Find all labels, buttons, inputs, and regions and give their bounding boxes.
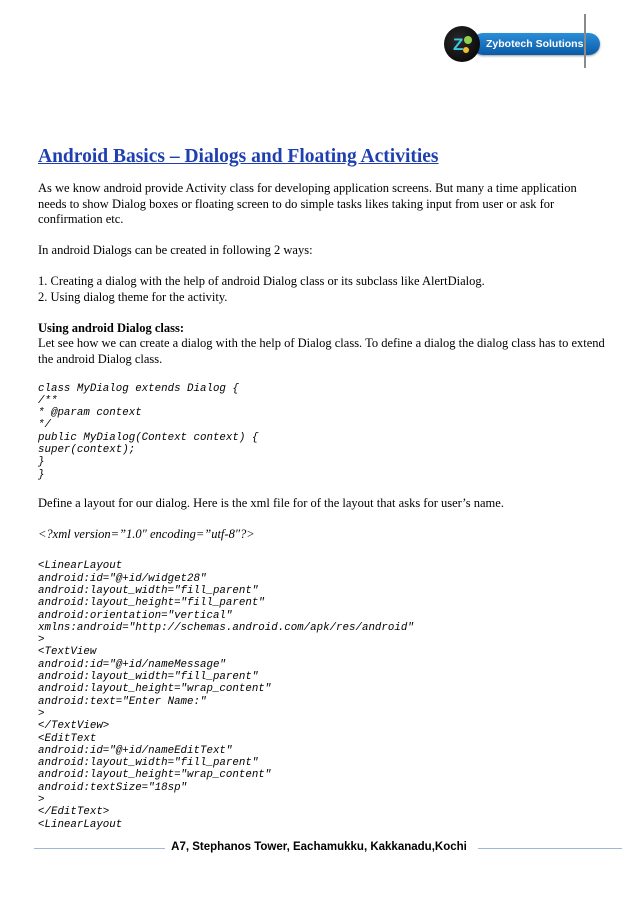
section-paragraph: Let see how we can create a dialog with the help of Dialog class. To define a dialog the dialog class has to extend the android Dialog class. <box>38 336 605 366</box>
logo-text: Zybotech Solutions <box>472 33 600 55</box>
header-divider <box>584 14 586 68</box>
list-item: 2. Using dialog theme for the activity. <box>38 289 228 304</box>
company-logo <box>444 24 600 64</box>
footer <box>0 841 638 853</box>
ways-paragraph: In android Dialogs can be created in following 2 ways: <box>38 243 313 257</box>
xml-declaration: <?xml version=”1.0″ encoding=”utf-8″?> <box>38 526 255 541</box>
ways-list <box>38 274 608 305</box>
section-heading: Using android Dialog class: <box>38 320 184 335</box>
xml-code-block: <LinearLayout android:id="@+id/widget28" android:layout_width="fill_parent" android:layout_height="fill_parent" android:orientation="vertical" xmlns:android="http://schemas.android.com/apk/res/android" > <TextView android:id="@+id/nameMessage" android:layout_width="fill_parent" android:layout_height="wrap_content" android:text="Enter Name:" > </TextView> <EditText android:id="@+id/nameEditText" android:layout_width="fill_parent" android:layout_height="wrap_content" android:textSize="18sp" > </EditText> <LinearLayout <box>38 560 414 831</box>
intro-paragraph: As we know android provide Activity class for developing application screens. But many a time application needs to show Dialog boxes or floating screen to do simple tasks likes taking input from user or ask for confirmation etc. <box>38 181 577 226</box>
footer-address: A7, Stephanos Tower, Eachamukku, Kakkanadu,Kochi <box>165 841 473 853</box>
zybotech-logo-icon <box>444 26 480 62</box>
article-body <box>38 181 608 846</box>
logo-letter: Z <box>453 35 464 54</box>
list-item: 1. Creating a dialog with the help of android Dialog class or its subclass like AlertDialog. <box>38 274 485 288</box>
page-title: Android Basics – Dialogs and Floating Activities <box>38 146 439 167</box>
layout-intro-paragraph: Define a layout for our dialog. Here is the xml file for of the layout that asks for user’s name. <box>38 495 504 510</box>
java-code-block: class MyDialog extends Dialog { /** * @param context */ public MyDialog(Context context) { super(context); } } <box>38 382 259 481</box>
